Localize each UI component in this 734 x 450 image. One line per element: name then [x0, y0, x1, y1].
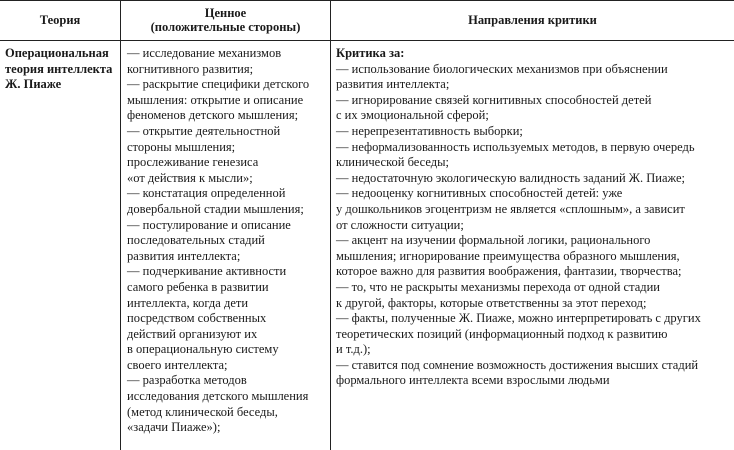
header-positive-label: Ценное	[204, 6, 247, 20]
criticism-line: клинической беседы;	[336, 155, 449, 170]
theory-line: Операциональная	[5, 46, 109, 60]
positive-line: действий организуют их	[127, 326, 258, 341]
criticism-line: теоретических позиций (информационный подход к развитию	[336, 326, 668, 341]
positive-line: последовательных стадий	[127, 233, 265, 248]
positive-line: — раскрытие специфики детского	[127, 77, 310, 92]
header-theory	[0, 0, 120, 40]
criticism-cell	[336, 46, 731, 389]
header-positive	[121, 0, 330, 40]
theory-cell	[5, 46, 117, 93]
positive-line: — открытие деятельностной	[127, 123, 281, 138]
positive-line: — постулирование и описание	[127, 217, 291, 232]
criticism-line: — неформализованность используемых методов, в первую очередь	[336, 139, 695, 154]
positive-line: — констатация определенной	[127, 186, 286, 201]
theory-line: Ж. Пиаже	[5, 77, 62, 92]
positive-line: довербальной стадии мышления;	[127, 201, 304, 216]
header-criticism-label: Направления критики	[468, 13, 597, 27]
positive-line: своего интеллекта;	[127, 357, 228, 372]
positive-line: (метод клинической беседы,	[127, 404, 278, 419]
positive-line: интеллекта, когда дети	[127, 295, 249, 310]
criticism-line: развития интеллекта;	[336, 77, 450, 92]
criticism-line: — то, что не раскрыты механизмы перехода от одной стадии	[336, 279, 660, 294]
header-criticism	[331, 0, 734, 40]
positive-line: — подчеркивание активности	[127, 264, 287, 279]
positive-line: самого ребенка в развитии	[127, 279, 269, 294]
header-bottom-border	[0, 40, 734, 41]
criticism-title: Критика за:	[336, 46, 405, 60]
criticism-line: — недостаточную экологическую валидность заданий Ж. Пиаже;	[336, 170, 685, 185]
criticism-line: и т.д.);	[336, 342, 371, 357]
header-theory-label: Теория	[39, 13, 81, 27]
criticism-line: — ставится под сомнение возможность достижения высших стадий	[336, 357, 699, 372]
criticism-line: — факты, полученные Ж. Пиаже, можно интерпретировать с других	[336, 311, 701, 326]
header-positive-sublabel: (положительные стороны)	[150, 20, 301, 34]
positive-line: феноменов детского мышления;	[127, 108, 299, 123]
criticism-line: которое важно для развития воображения, фантазии, творчества;	[336, 264, 682, 279]
criticism-line: мышления; игнорирование преимущества образного мышления,	[336, 248, 680, 263]
criticism-line: с их эмоциональной сферой;	[336, 108, 489, 123]
criticism-line: формального интеллекта всеми взрослыми людьми	[336, 373, 610, 388]
positive-cell	[127, 46, 327, 436]
column-divider-left	[120, 0, 121, 450]
positive-line: когнитивного развития;	[127, 61, 254, 76]
criticism-line: к другой, факторы, которые ответственны за этот переход;	[336, 295, 647, 310]
positive-line: посредством собственных	[127, 311, 267, 326]
positive-line: в операциональную систему	[127, 342, 279, 357]
positive-line: прослеживание генезиса	[127, 155, 259, 170]
theory-line: теория интеллекта	[5, 61, 113, 76]
positive-line: «от действия к мысли»;	[127, 170, 253, 185]
criticism-line: — игнорирование связей когнитивных способностей детей	[336, 92, 652, 107]
criticism-line: — использование биологических механизмов при объяснении	[336, 61, 668, 76]
criticism-line: от сложности ситуации;	[336, 217, 464, 232]
positive-line: — исследование механизмов	[127, 46, 282, 60]
criticism-line: у дошкольников эгоцентризм не является «сплошным», а зависит	[336, 201, 685, 216]
criticism-line: — недооценку когнитивных способностей детей: уже	[336, 186, 623, 201]
column-divider-right	[330, 0, 331, 450]
positive-line: мышления: открытие и описание	[127, 92, 304, 107]
positive-line: стороны мышления;	[127, 139, 236, 154]
positive-line: — разработка методов	[127, 373, 247, 388]
criticism-line: — нерепрезентативность выборки;	[336, 123, 523, 138]
positive-line: «задачи Пиаже»);	[127, 420, 221, 435]
positive-line: развития интеллекта;	[127, 248, 241, 263]
positive-line: исследования детского мышления	[127, 389, 309, 404]
criticism-line: — акцент на изучении формальной логики, рационального	[336, 233, 651, 248]
